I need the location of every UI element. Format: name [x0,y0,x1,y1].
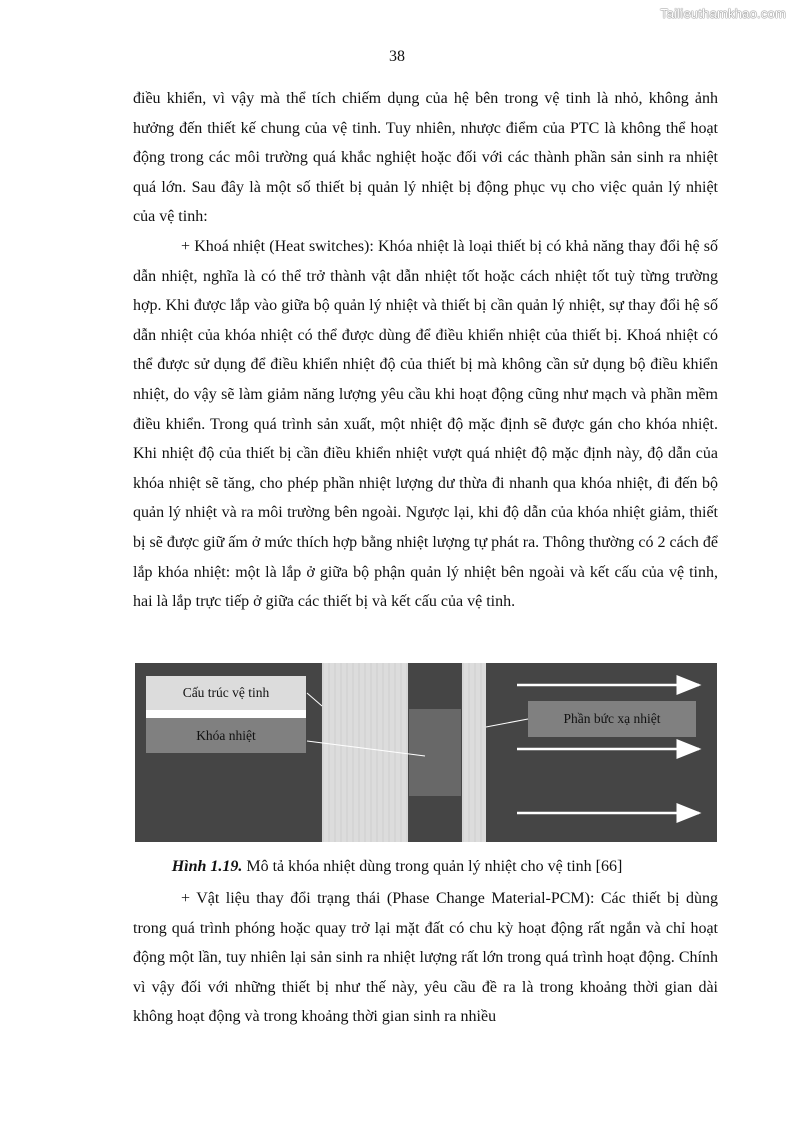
paragraph-ptc-conclusion: điều khiển, vì vậy mà thể tích chiếm dụng của hệ bên trong vệ tinh là nhỏ, không ảnh hưởng đến thiết kế chung của vệ tinh. Tuy nhiên, nhược điểm của PTC là không thể hoạt động trong các môi trường quá khắc nghiệt hoặc đối với các thành phần sản sinh ra nhiệt quá lớn. Sau đây là một số thiết bị quản lý nhiệt bị động phục vụ cho việc quản lý nhiệt của vệ tinh: [133,90,718,226]
page-number: 38 [389,48,405,65]
body-text-bottom [133,884,718,1032]
paragraph-pcm: + Vật liệu thay đổi trạng thái (Phase Change Material-PCM): Các thiết bị dùng trong quá trình phóng hoặc quay trở lại mặt đất có chu kỳ hoạt động rất ngắn và chỉ hoạt động một lần, tuy nhiên lại sản sinh ra nhiệt lượng rất lớn trong quá trình hoạt động. Chính vì vậy đối với những thiết bị như thế này, yêu cầu đề ra là trong khoảng thời gian dài không hoạt động và trong khoảng thời gian sinh ra nhiều [133,890,718,1026]
heat-switch-figure [135,663,717,842]
figure-arrows [135,663,717,842]
caption-label: Hình 1.19. [171,858,243,875]
caption-text: Mô tả khóa nhiệt dùng trong quản lý nhiệt cho vệ tinh [66] [242,858,623,875]
paragraph-heat-switches: + Khoá nhiệt (Heat switches): Khóa nhiệt là loại thiết bị có khả năng thay đổi hệ số dẫn nhiệt, nghĩa là có thể trở thành vật dẫn nhiệt tốt hoặc cách nhiệt tốt tuỳ từng trường hợp. Khi được lắp vào giữa bộ quản lý nhiệt và thiết bị cần quản lý nhiệt, sự thay đổi hệ số dẫn nhiệt của khóa nhiệt có thể được dùng để điều khiển nhiệt của thiết bị. Khoá nhiệt có thể được sử dụng để điều khiển nhiệt độ của thiết bị mà không cần sử dụng bộ điều khiển nhiệt, do vậy sẽ làm giảm năng lượng yêu cầu khi hoạt động cũng như mạch và phần mềm điều khiển. Trong quá trình sản xuất, một nhiệt độ mặc định sẽ được gán cho khóa nhiệt. Khi nhiệt độ của thiết bị cần điều khiển nhiệt vượt quá nhiệt độ mặc định này, độ dẫn của khóa nhiệt sẽ tăng, cho phép phần nhiệt lượng dư thừa đi nhanh qua khóa nhiệt, đi đến bộ quản lý nhiệt và ra môi trường bên ngoài. Ngược lại, khi độ dẫn của khóa nhiệt giảm, thiết bị sẽ được giữ ấm ở mức thích hợp bằng nhiệt lượng tự phát ra. Thông thường có 2 cách để lắp khóa nhiệt: một là lắp ở giữa bộ phận quản lý nhiệt bên ngoài và kết cấu của vệ tinh, hai là lắp trực tiếp ở giữa các thiết bị và kết cấu của vệ tinh. [133,237,718,611]
leader-line-radiator [486,719,528,727]
leader-line-structure [307,693,322,706]
figure-label-radiator: Phần bức xạ nhiệt [528,701,696,737]
leader-line-switch [307,741,425,756]
body-text-top [133,84,718,617]
figure-label-switch: Khóa nhiệt [146,718,306,753]
watermark: Tailieuthamkhao.com [660,6,786,21]
figure-label-structure: Cấu trúc vệ tinh [146,676,306,710]
figure-caption [0,858,794,876]
